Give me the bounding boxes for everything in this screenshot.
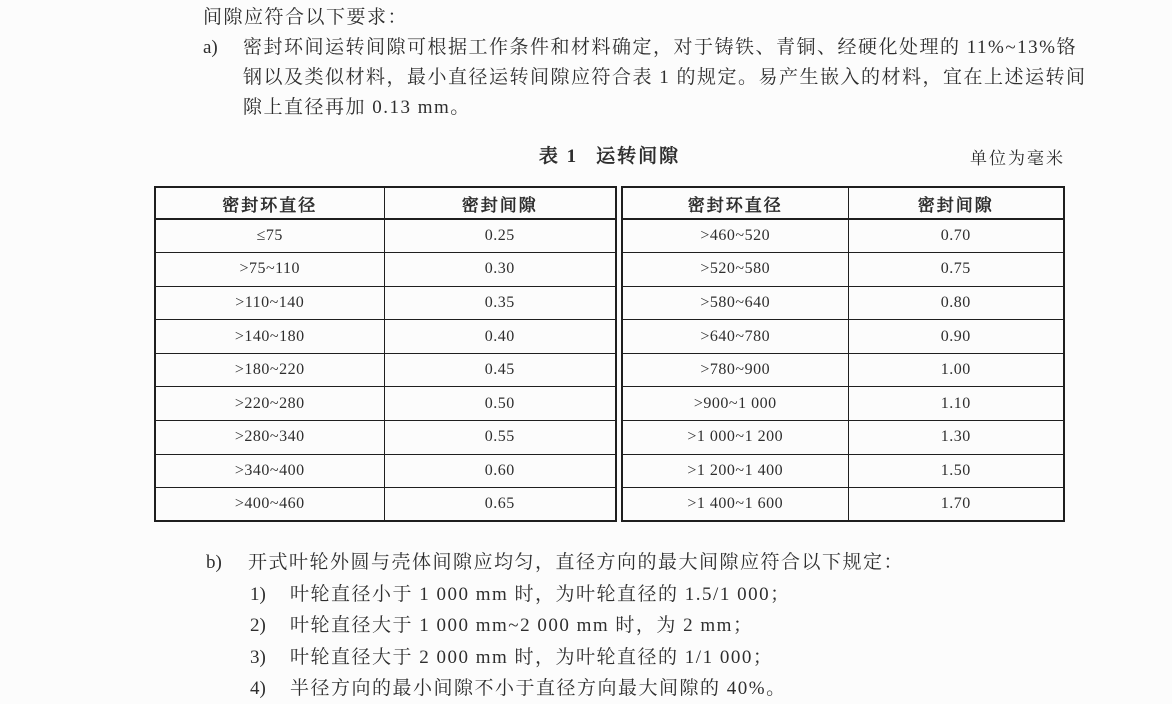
table-caption-number: 表 1: [538, 146, 579, 167]
unit-note: 单位为毫米: [970, 149, 1065, 168]
table-row: [622, 320, 1064, 354]
table-cell: >110~140: [155, 286, 384, 320]
table-row: [155, 387, 616, 421]
table-cell: 0.45: [384, 353, 616, 387]
table-cell: >180~220: [155, 353, 384, 387]
table-row: [622, 219, 1064, 253]
table-cell: 0.25: [384, 219, 616, 253]
clearance-table-left: [154, 186, 617, 522]
table-cell: 0.65: [384, 488, 616, 522]
table-cell: 0.80: [848, 286, 1064, 320]
table-cell: >400~460: [155, 488, 384, 522]
table-row: [155, 488, 616, 522]
table-cell: 0.50: [384, 387, 616, 421]
table-row: [622, 387, 1064, 421]
table-cell: 1.00: [848, 353, 1064, 387]
table-cell: 1.10: [848, 387, 1064, 421]
table-cell: 1.50: [848, 454, 1064, 488]
table-row: [155, 253, 616, 287]
intro-line: 间隙应符合以下要求：: [203, 7, 409, 28]
table-row: [155, 219, 616, 253]
table-cell: 0.55: [384, 421, 616, 455]
table-row: [622, 253, 1064, 287]
table-caption-title: 运转间隙: [596, 146, 681, 167]
clause-a-label: a): [203, 37, 218, 58]
table-cell: >580~640: [622, 286, 848, 320]
table-cell: 1.30: [848, 421, 1064, 455]
table-cell: >900~1 000: [622, 387, 848, 421]
table-cell: >220~280: [155, 387, 384, 421]
header-seal-clearance: 密封间隙: [848, 187, 1064, 219]
table-caption: [154, 141, 1065, 168]
table-row: [155, 286, 616, 320]
clause-b1-text: 叶轮直径小于 1 000 mm 时，为叶轮直径的 1.5/1 000；: [290, 584, 791, 605]
table-row: [622, 454, 1064, 488]
header-seal-ring-diameter: 密封环直径: [155, 187, 384, 219]
clause-b2-label: 2): [250, 615, 266, 636]
table-row: [622, 286, 1064, 320]
table-cell: >1 200~1 400: [622, 454, 848, 488]
clause-b1-label: 1): [250, 584, 266, 605]
clause-b2-text: 叶轮直径大于 1 000 mm~2 000 mm 时，为 2 mm；: [290, 615, 754, 636]
table-row: [155, 320, 616, 354]
table-row: [155, 421, 616, 455]
table-cell: 0.30: [384, 253, 616, 287]
table-cell: 0.35: [384, 286, 616, 320]
table-header-row: [155, 187, 616, 219]
table-cell: >1 000~1 200: [622, 421, 848, 455]
table-cell: >460~520: [622, 219, 848, 253]
clause-a-line-3: 隙上直径再加 0.13 mm。: [243, 97, 471, 118]
clearance-table: [154, 186, 1065, 522]
clause-b-text: 开式叶轮外圆与壳体间隙应均匀，直径方向的最大间隙应符合以下规定：: [248, 552, 905, 573]
table-cell: 0.60: [384, 454, 616, 488]
table-cell: >1 400~1 600: [622, 488, 848, 522]
table-cell: >280~340: [155, 421, 384, 455]
clause-b-label: b): [206, 552, 222, 573]
table-cell: >75~110: [155, 253, 384, 287]
table-row: [155, 454, 616, 488]
clearance-table-right: [621, 186, 1065, 522]
table-cell: 0.70: [848, 219, 1064, 253]
clause-b3-text: 叶轮直径大于 2 000 mm 时，为叶轮直径的 1/1 000；: [290, 647, 774, 668]
table-row: [622, 488, 1064, 522]
table-cell: >640~780: [622, 320, 848, 354]
table-row: [155, 353, 616, 387]
table-row: [622, 353, 1064, 387]
table-cell: 0.90: [848, 320, 1064, 354]
clause-b3-label: 3): [250, 647, 266, 668]
clause-a-line-2: 钢以及类似材料，最小直径运转间隙应符合表 1 的规定。易产生嵌入的材料，宜在上述运转间: [243, 67, 1087, 88]
table-cell: 1.70: [848, 488, 1064, 522]
clause-a-line-1: 密封环间运转间隙可根据工作条件和材料确定，对于铸铁、青铜、经硬化处理的 11%~13%铬: [243, 37, 1077, 58]
table-cell: ≤75: [155, 219, 384, 253]
table-cell: 0.40: [384, 320, 616, 354]
clause-b4-label: 4): [250, 678, 266, 699]
header-seal-clearance: 密封间隙: [384, 187, 616, 219]
table-cell: >340~400: [155, 454, 384, 488]
table-cell: 0.75: [848, 253, 1064, 287]
table-cell: >140~180: [155, 320, 384, 354]
table-cell: >780~900: [622, 353, 848, 387]
clause-b4-text: 半径方向的最小间隙不小于直径方向最大间隙的 40%。: [290, 678, 787, 699]
table-cell: >520~580: [622, 253, 848, 287]
header-seal-ring-diameter: 密封环直径: [622, 187, 848, 219]
table-row: [622, 421, 1064, 455]
table-header-row: [622, 187, 1064, 219]
